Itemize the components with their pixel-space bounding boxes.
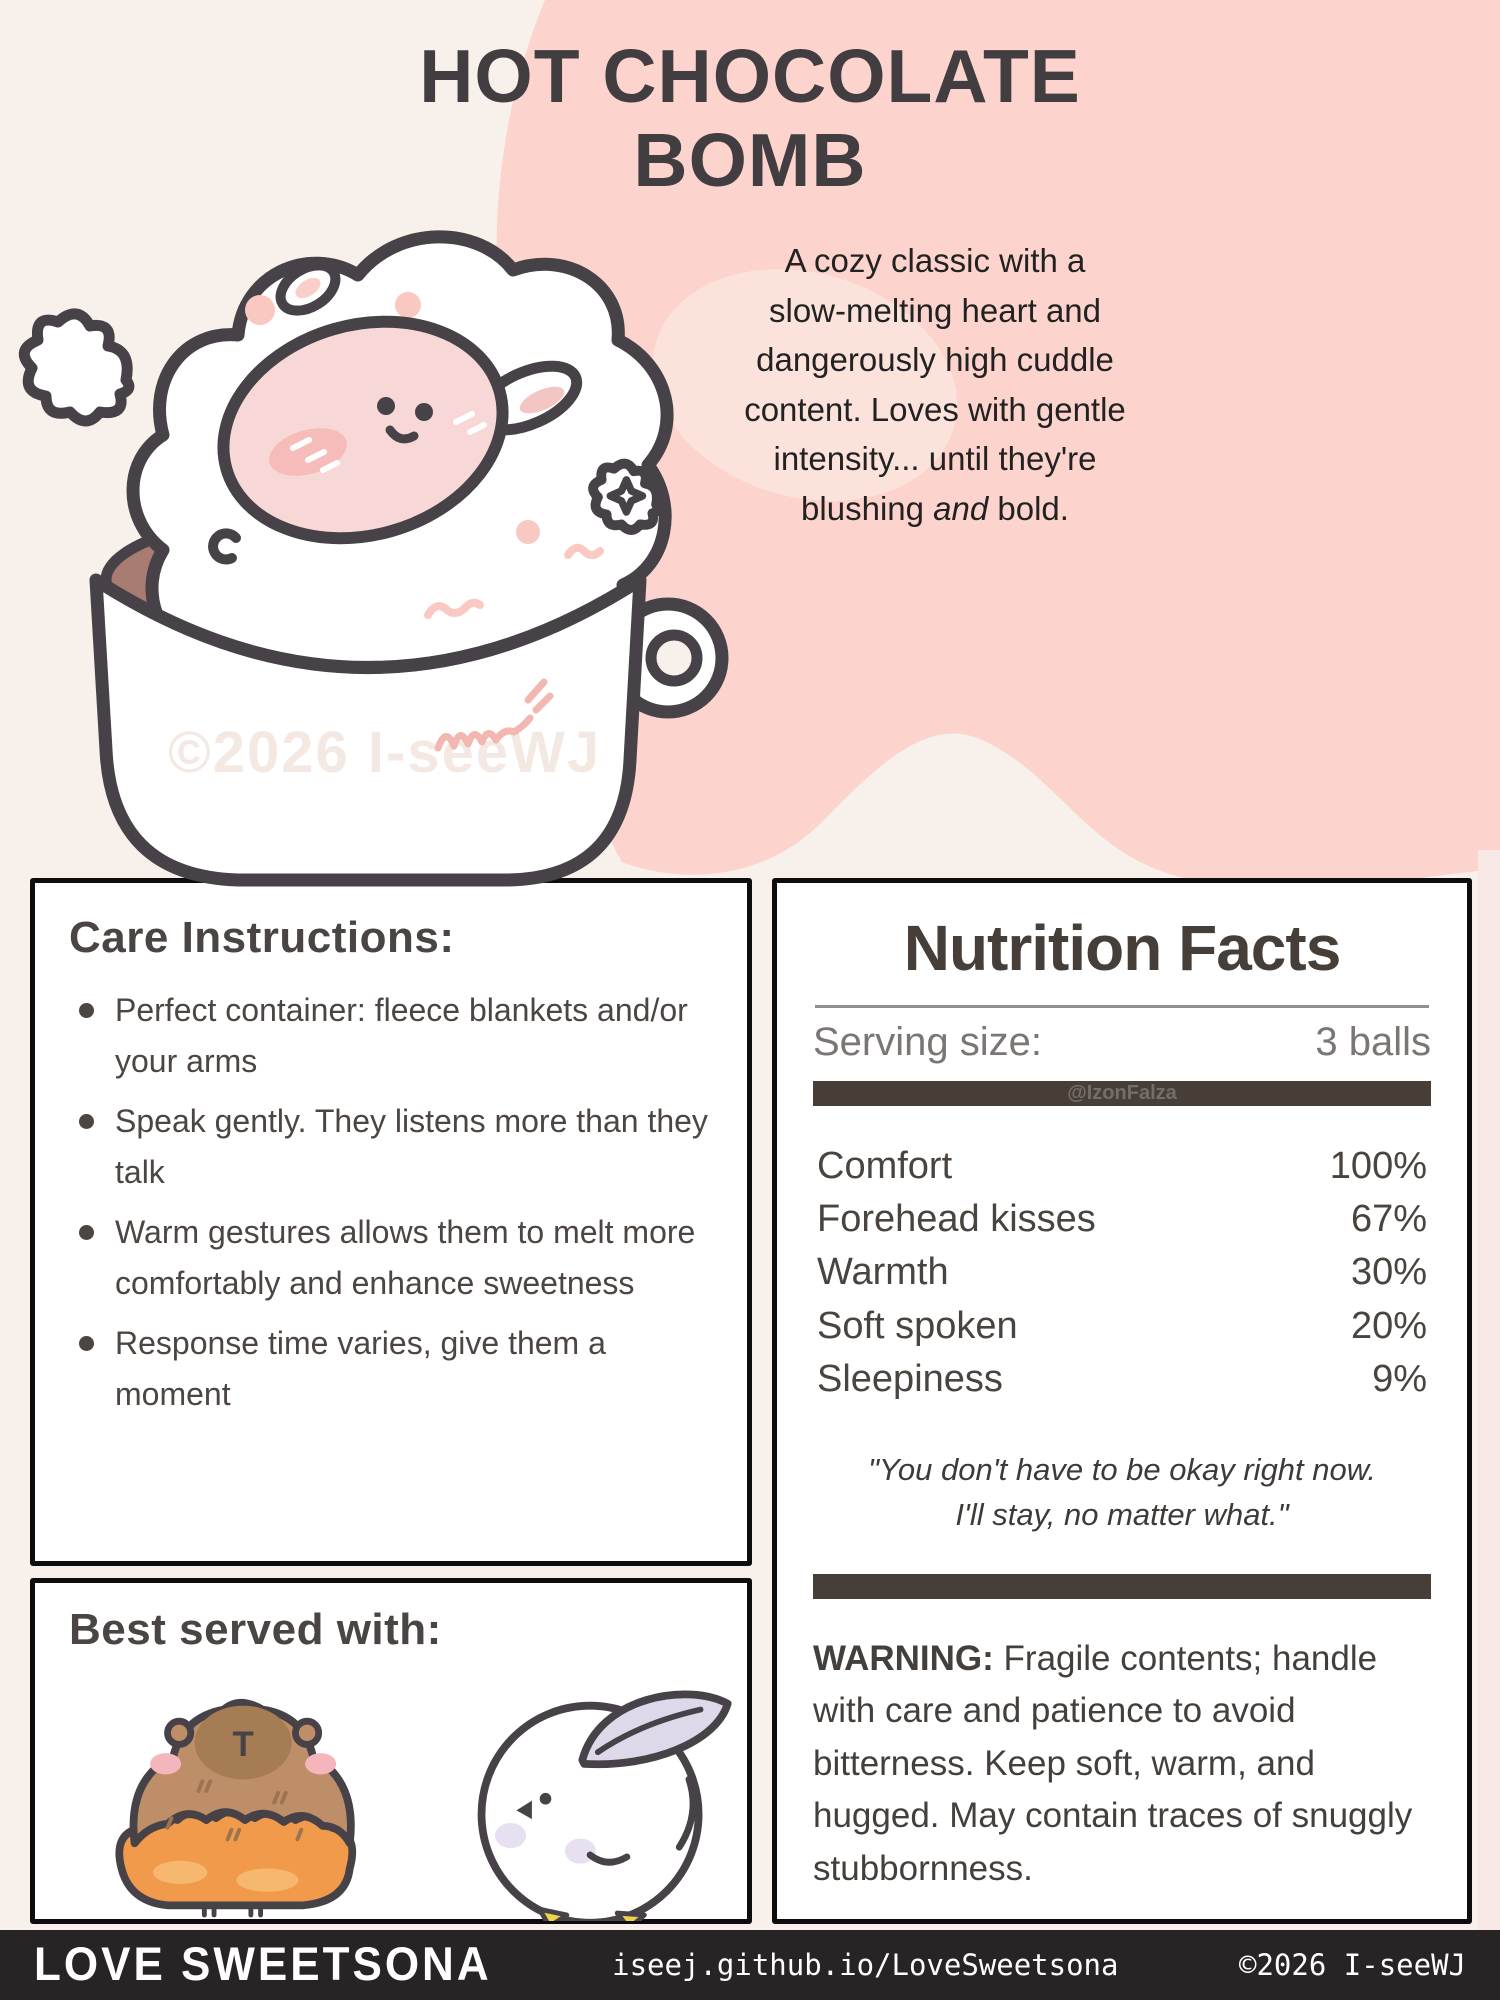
mug-handle-hole: [651, 635, 697, 681]
capybara-ear: [295, 1721, 318, 1744]
care-item: Speak gently. They listens more than they talk: [69, 1096, 719, 1197]
nutrient-value: 30%: [1350, 1251, 1427, 1294]
fluff-dot: [516, 520, 540, 544]
capybara-illustration: [119, 1703, 352, 1915]
serving-value: 3 balls: [1315, 1020, 1431, 1064]
capybara-blush: [150, 1753, 181, 1774]
care-list: [69, 985, 719, 1419]
capybara-ear: [168, 1721, 191, 1744]
sheep-eye: [415, 403, 433, 421]
footer-bar: [0, 1930, 1500, 2000]
nutrient-label: Soft spoken: [817, 1304, 1018, 1347]
mug-watermark: ©2026 I-seeWJ: [168, 720, 602, 785]
serving-row: [813, 1020, 1431, 1065]
bird-foot: [617, 1913, 644, 1921]
nutrient-row: [817, 1193, 1427, 1246]
quote: [813, 1448, 1431, 1538]
nutrient-list: [817, 1140, 1427, 1406]
nutrient-row: [817, 1140, 1427, 1193]
nutrient-label: Sleepiness: [817, 1357, 1003, 1400]
nutrient-label: Comfort: [817, 1145, 953, 1187]
thick-divider: [813, 1081, 1431, 1106]
nutrient-label: Warmth: [817, 1251, 949, 1294]
warning-label: WARNING:: [813, 1638, 994, 1678]
sheep-in-mug-illustration: [8, 100, 753, 900]
care-item: Response time varies, give them a moment: [69, 1318, 719, 1419]
care-item: Warm gestures allows them to melt more comfortably and enhance sweetness: [69, 1207, 719, 1308]
care-instructions-box: [30, 878, 752, 1566]
nutrient-row: [817, 1246, 1427, 1299]
description-line: content. Loves with gentle: [744, 390, 1126, 428]
serving-label: Serving size:: [813, 1020, 1042, 1064]
fluff-dot: [395, 292, 421, 318]
description-line: intensity... until they're: [773, 440, 1097, 477]
divider: [815, 1005, 1429, 1008]
footer-url: iseej.github.io/LoveSweetsona: [612, 1948, 1119, 1982]
nutrient-value: 100%: [1329, 1145, 1427, 1187]
nutrient-value: 9%: [1372, 1357, 1427, 1400]
nutrient-label: Forehead kisses: [817, 1198, 1096, 1241]
right-pink-strip: [1478, 850, 1500, 1930]
description-line: slow-melting heart and: [769, 291, 1101, 329]
nutrient-value: 67%: [1350, 1198, 1427, 1241]
footer-copyright: ©2026 I-seeWJ: [1239, 1948, 1466, 1982]
care-item: Perfect container: fleece blankets and/or your arms: [69, 985, 719, 1086]
best-served-title: Best served with:: [69, 1605, 442, 1654]
title-line-1: HOT CHOCOLATE: [419, 34, 1081, 118]
nutrition-facts-box: [772, 878, 1472, 1924]
thick-divider: [813, 1574, 1431, 1599]
nutrient-row: [817, 1353, 1427, 1406]
sheep-eye: [377, 397, 395, 415]
nutrient-row: [817, 1300, 1427, 1353]
warning-text: WARNING: Fragile contents; handle with care and patience to avoid bitterness. Keep soft, warm, and hugged. May contain traces of snuggly stubbornness.: [813, 1638, 1413, 1888]
quote-line: I'll stay, no matter what.": [955, 1496, 1289, 1532]
fluff-dot: [245, 295, 275, 325]
nutrient-value: 20%: [1350, 1304, 1427, 1347]
bird-blush: [495, 1823, 526, 1848]
bird-illustration: [482, 1694, 728, 1921]
pastry-spot: [153, 1861, 207, 1884]
companions-illustration: [59, 1659, 749, 1921]
quote-line: "You don't have to be okay right now.: [867, 1451, 1377, 1487]
description-line: blushing and bold.: [801, 489, 1069, 527]
title-line-2: BOMB: [633, 118, 867, 202]
steam-puff-icon: [24, 314, 129, 421]
description-line: dangerously high cuddle: [756, 341, 1114, 378]
capybara-t-mark: T: [232, 1725, 254, 1765]
bar-watermark: @IzonFalza: [1067, 1082, 1177, 1104]
bird-eye: [540, 1793, 552, 1805]
capybara-blush: [305, 1753, 336, 1774]
pastry-spot: [236, 1868, 298, 1891]
description-line: A cozy classic with a: [784, 242, 1086, 279]
nutrition-title: Nutrition Facts: [903, 912, 1341, 984]
care-title: Care Instructions:: [69, 913, 455, 962]
best-served-box: [30, 1578, 752, 1924]
brand-logo: LOVE SWEETSONA: [34, 1938, 492, 1991]
